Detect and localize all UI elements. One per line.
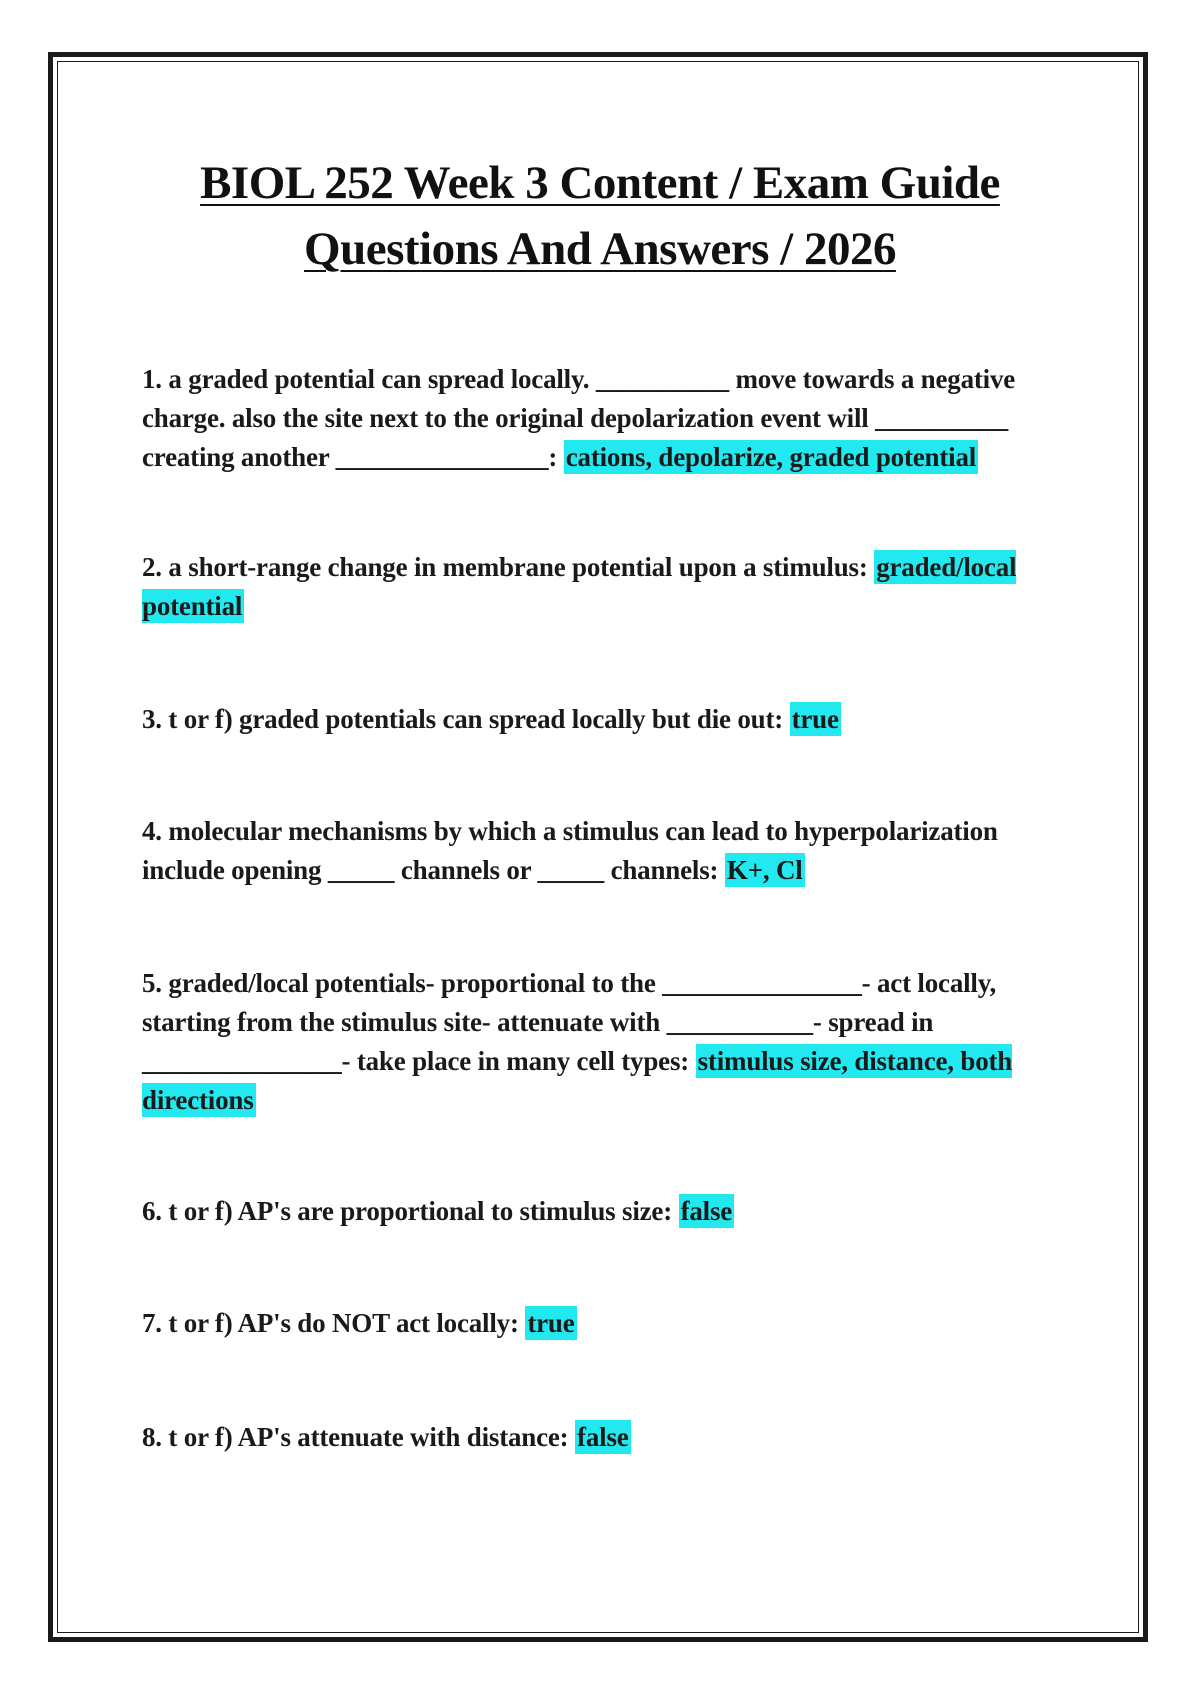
question-text: t or f) AP's do NOT act locally: (168, 1308, 519, 1338)
document-title (0, 150, 1200, 282)
answer-highlight: false (577, 1422, 629, 1452)
question-item-8 (142, 1418, 1022, 1457)
question-number: 1. (142, 364, 162, 394)
answer-highlight: graded/local potential (142, 552, 1017, 621)
question-number: 5. (142, 968, 162, 998)
question-item-6 (142, 1192, 1022, 1231)
answer-highlight: cations, depolarize, graded potential (565, 442, 977, 472)
question-number: 8. (142, 1422, 162, 1452)
question-number: 3. (142, 704, 162, 734)
answer-highlight: true (791, 704, 839, 734)
answer-highlight: stimulus size, distance, both directions (142, 1046, 1013, 1115)
question-text: a short-range change in membrane potential upon a stimulus: (168, 552, 868, 582)
question-text: t or f) graded potentials can spread locally but die out: (168, 704, 784, 734)
question-item-4 (142, 812, 1022, 890)
question-number: 4. (142, 816, 162, 846)
question-item-3 (142, 700, 1022, 739)
title-line-1: BIOL 252 Week 3 Content / Exam Guide (200, 157, 1000, 209)
question-item-5 (142, 964, 1022, 1120)
question-text: t or f) AP's are proportional to stimulus size: (168, 1196, 672, 1226)
question-text: molecular mechanisms by which a stimulus can lead to hyperpolarization include opening _____ channels or _____ channels: (142, 816, 998, 885)
question-text: a graded potential can spread locally. __________ move towards a negative charge. also the site next to the original depolarization event will __________ creating another ________________: (142, 364, 1016, 472)
question-number: 2. (142, 552, 162, 582)
question-item-7 (142, 1304, 1022, 1343)
answer-highlight: K+, Cl (726, 855, 803, 885)
question-item-1 (142, 360, 1022, 477)
answer-highlight: false (680, 1196, 733, 1226)
question-number: 7. (142, 1308, 162, 1338)
question-number: 6. (142, 1196, 162, 1226)
title-line-2: Questions And Answers / 2026 (304, 223, 896, 275)
answer-highlight: true (527, 1308, 575, 1338)
question-item-2 (142, 548, 1022, 626)
question-text: graded/local potentials- proportional to the _______________- act locally, starting from the stimulus site- attenuate with ___________- spread in _______________- take place in many cell types: (142, 968, 997, 1076)
question-text: t or f) AP's attenuate with distance: (168, 1422, 569, 1452)
